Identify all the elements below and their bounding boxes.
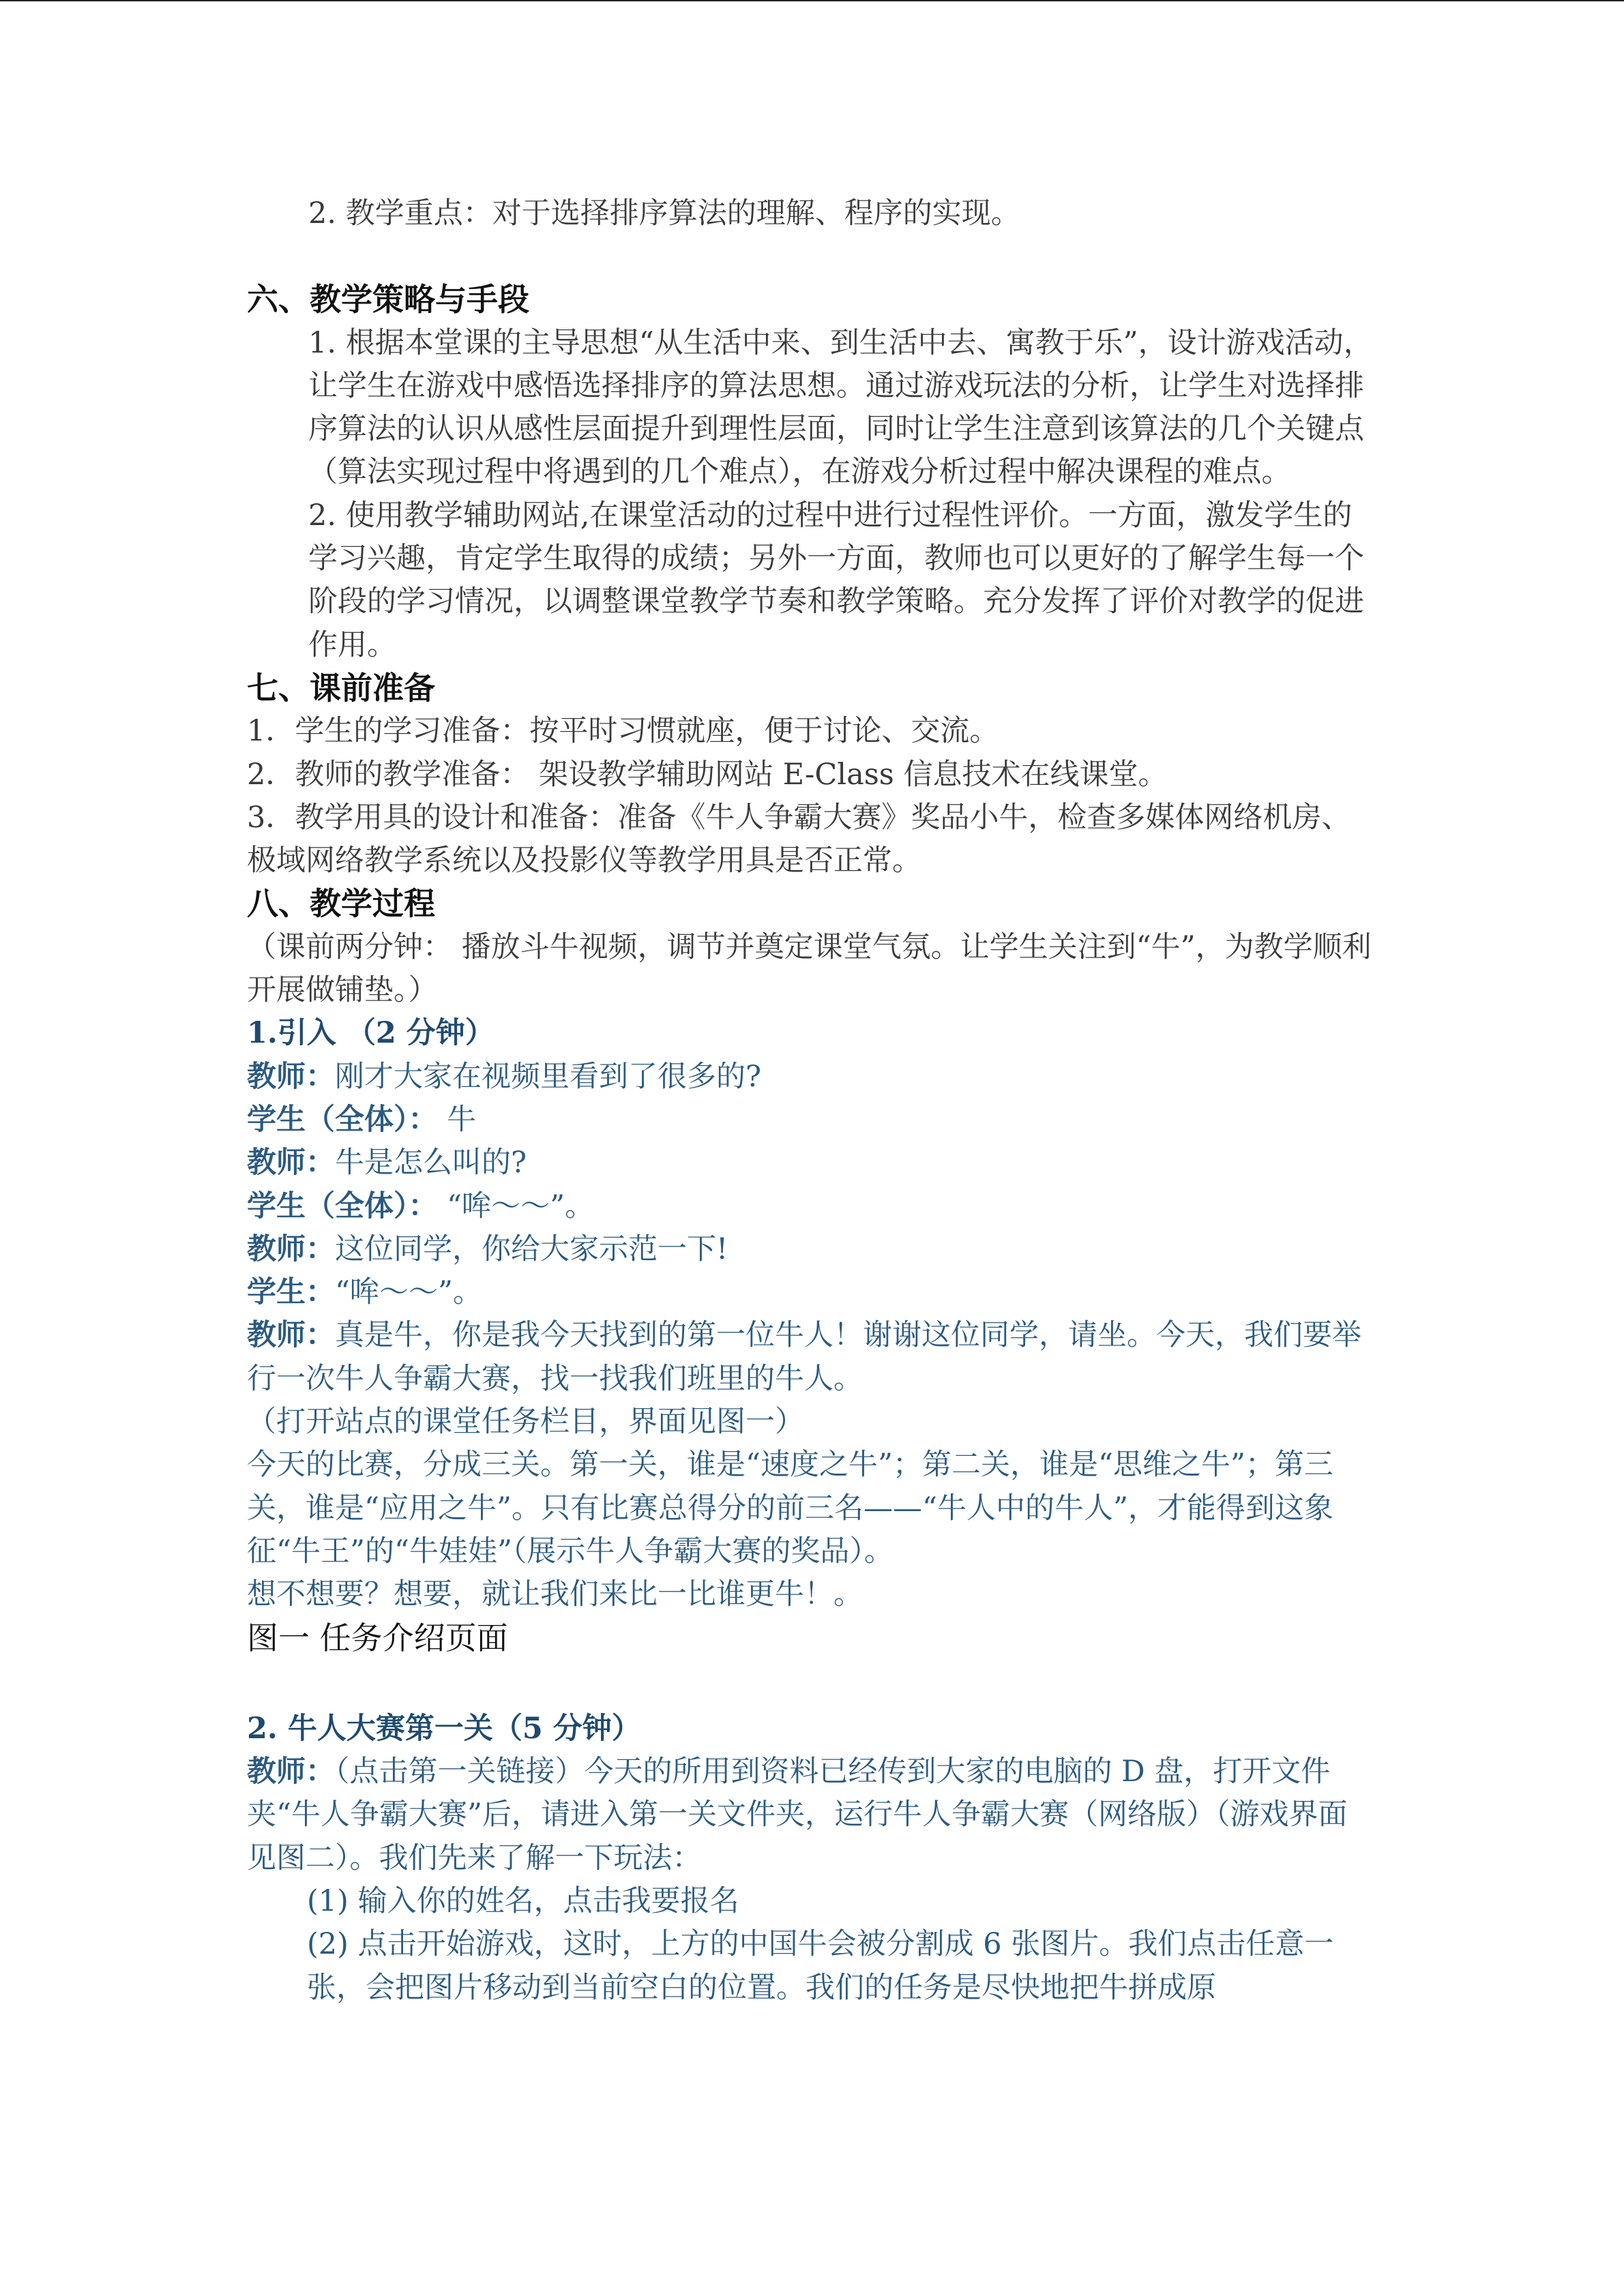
speaker-label: 教师：: [247, 1146, 335, 1180]
dialogue-line: [247, 1099, 1376, 1142]
speaker-label: 学生：: [247, 1275, 335, 1310]
dialogue-text: 这位同学，你给大家示范一下!: [335, 1232, 728, 1266]
speaker-label: 教师：: [247, 1059, 335, 1094]
speaker-label: 教师：: [247, 1318, 335, 1353]
game-step-1: (1) 输入你的姓名，点击我要报名: [307, 1883, 739, 1918]
document-body: [247, 192, 1376, 2010]
dialogue-line: [247, 1271, 1376, 1314]
spacer: [247, 235, 1376, 278]
key-point-paragraph: 2. 教学重点：对于选择排序算法的理解、程序的实现。: [308, 196, 1020, 230]
section-heading-7: 七、课前准备: [247, 669, 435, 706]
speaker-label: 学生（全体）：: [247, 1189, 438, 1223]
spacer: [247, 1660, 1376, 1708]
figure-caption: 图一 任务介绍页面: [247, 1619, 508, 1656]
competition-rules-paragraph: 今天的比赛，分成三关。第一关，谁是“速度之牛”；第二关，谁是“思维之牛”；第三关，谁是“应用之牛”。只有比赛总得分的前三名——“牛人中的牛人”，才能得到这象征“牛王”的“牛娃娃”（展示牛人争霸大赛的奖品）。: [247, 1448, 1333, 1568]
dialogue-line: [247, 1750, 1376, 1880]
stage-direction: （打开站点的课堂任务栏目，界面见图一）: [247, 1405, 804, 1440]
speaker-label: 教师：: [247, 1232, 335, 1266]
section-heading-8: 八、教学过程: [247, 885, 435, 923]
dialogue-text: 真是牛，你是我今天找到的第一位牛人！谢谢这位同学，请坐。今天，我们要举行一次牛人争霸大赛，找一找我们班里的牛人。: [247, 1318, 1361, 1396]
preparation-item-3: 3．教学用具的设计和准备：准备《牛人争霸大赛》奖品小牛，检查多媒体网络机房、极域网络教学系统以及投影仪等教学用具是否正常。: [247, 800, 1351, 878]
top-border: [0, 0, 1624, 1]
preparation-item-2: 2．教师的教学准备： 架设教学辅助网站 E-Class 信息技术在线课堂。: [247, 757, 1168, 792]
dialogue-text: （点击第一关链接）今天的所用到资料已经传到大家的电脑的 D 盘，打开文件夹“牛人争霸大赛”后，请进入第一关文件夹，运行牛人争霸大赛（网络版）（游戏界面见图二）。我们先来了解一下玩法：: [247, 1755, 1348, 1875]
speaker-label: 教师：: [247, 1755, 335, 1789]
speaker-label: 学生（全体）：: [247, 1102, 438, 1137]
dialogue-line: [247, 1314, 1376, 1401]
dialogue-text: “哞～～”。: [437, 1189, 595, 1223]
dialogue-text: 刚才大家在视频里看到了很多的?: [335, 1059, 762, 1094]
pre-class-note: （课前两分钟： 播放斗牛视频，调节并奠定课堂气氛。让学生关注到“牛”，为教学顺利开展做铺垫。）: [247, 929, 1372, 1008]
dialogue-line: [247, 1228, 1376, 1271]
dialogue-line: [247, 1056, 1376, 1099]
closing-line: 想不想要？想要，就让我们来比一比谁更牛！。: [247, 1577, 863, 1612]
subsection-round1-heading: 2. 牛人大赛第一关（5 分钟）: [247, 1711, 641, 1746]
dialogue-text: “哞～～”。: [335, 1275, 482, 1310]
subsection-intro-heading: 1.引入 （2 分钟）: [247, 1016, 494, 1051]
dialogue-text: 牛是怎么叫的?: [335, 1146, 527, 1180]
game-step-2: (2) 点击开始游戏，这时，上方的中国牛会被分割成 6 张图片。我们点击任意一张，会把图片移动到当前空白的位置。我们的任务是尽快地把牛拼成原: [307, 1927, 1334, 2005]
section-heading-6: 六、教学策略与手段: [247, 281, 529, 318]
dialogue-text: 牛: [437, 1102, 477, 1137]
dialogue-line: [247, 1185, 1376, 1228]
strategy-paragraph-2: 2. 使用教学辅助网站,在课堂活动的过程中进行过程性评价。一方面，激发学生的学习兴趣，肯定学生取得的成绩；另外一方面，教师也可以更好的了解学生每一个阶段的学习情况，以调整课堂教学节奏和教学策略。充分发挥了评价对教学的促进作用。: [308, 498, 1364, 662]
preparation-item-1: 1．学生的学习准备：按平时习惯就座，便于讨论、交流。: [247, 714, 999, 749]
dialogue-line: [247, 1142, 1376, 1184]
strategy-paragraph-1: 1. 根据本堂课的主导思想“从生活中来、到生活中去、寓教于乐”，设计游戏活动，让学生在游戏中感悟选择排序的算法思想。通过游戏玩法的分析，让学生对选择排序算法的认识从感性层面提升到理性层面，同时让学生注意到该算法的几个关键点（算法实现过程中将遇到的几个难点），在游戏分析过程中解决课程的难点。: [308, 325, 1373, 490]
